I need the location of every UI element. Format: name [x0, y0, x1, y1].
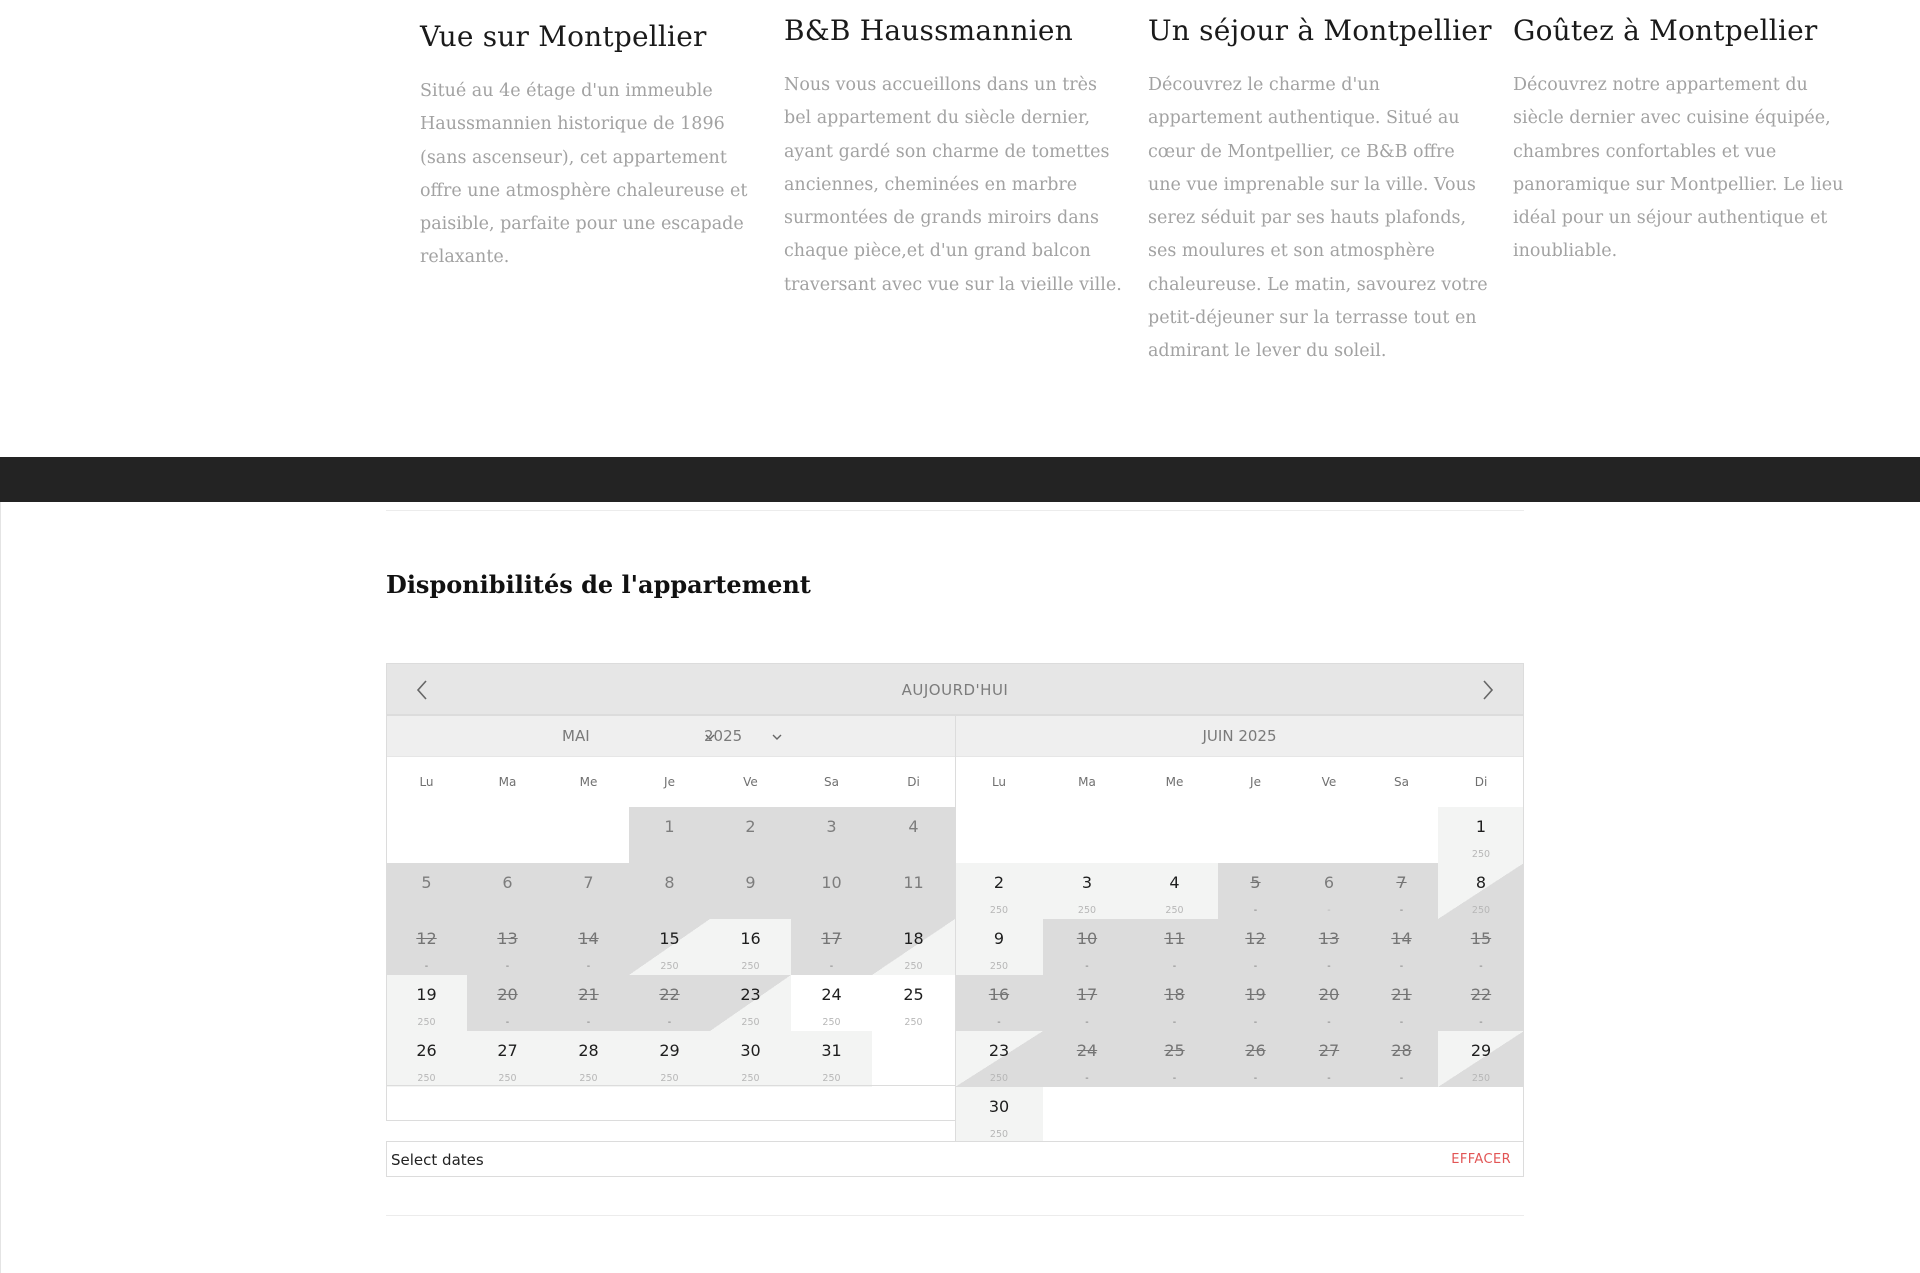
day-price: 250: [1471, 849, 1491, 860]
day-price: -: [1479, 1017, 1483, 1028]
clear-button[interactable]: EFFACER: [1451, 1152, 1511, 1167]
feature-text: Découvrez le charme d'un appartement authentique. Situé au cœur de Montpellier, ce B&B offre une vue imprenable sur la ville. Vous serez séduit par ses hauts plafonds, ses moulures et son atmosphère chaleureuse. Le matin, savourez votre petit-déjeuner sur la terrasse tout en admirant le lever du soleil.: [1148, 75, 1488, 362]
day-number: 24: [821, 985, 842, 1004]
weekday-label: Me: [1165, 775, 1184, 789]
day-price: -: [586, 1017, 591, 1028]
feature-card: [1513, 14, 1853, 269]
day-number: 13: [497, 929, 518, 948]
day-price: 250: [822, 1017, 841, 1028]
next-month-icon[interactable]: [1473, 676, 1501, 704]
day-number: 18: [903, 929, 924, 948]
today-button[interactable]: AUJOURD'HUI: [901, 681, 1009, 699]
day-price: -: [1172, 1017, 1177, 1028]
day-number: 26: [416, 1041, 437, 1060]
day-number: 13: [1318, 929, 1340, 948]
day-number: 29: [1470, 1041, 1492, 1060]
weekday-label: Sa: [824, 775, 839, 789]
day-price: -: [505, 961, 510, 972]
day-number: 19: [416, 985, 437, 1004]
day-price: 250: [1471, 905, 1491, 916]
day-number: 22: [659, 985, 680, 1004]
day-price: -: [505, 1017, 510, 1028]
month-select-value: MAI: [562, 727, 590, 745]
day-price: -: [424, 961, 429, 972]
day-price: 250: [1165, 905, 1184, 916]
dark-divider-band: [0, 457, 1920, 502]
day-number: 17: [1076, 985, 1098, 1004]
day-number: 11: [903, 873, 924, 892]
day-number: 30: [988, 1097, 1010, 1116]
day-number: 14: [1391, 929, 1412, 948]
feature-title: B&B Haussmannien: [784, 14, 1073, 47]
day-number: 21: [578, 985, 599, 1004]
day-number: 8: [664, 873, 675, 892]
day-number: 1: [664, 817, 675, 836]
weekday-label: Ve: [1321, 775, 1337, 789]
day-price: -: [1399, 961, 1404, 972]
day-price: 250: [904, 961, 923, 972]
day-price: 250: [989, 905, 1009, 916]
day-number: 24: [1076, 1041, 1098, 1060]
day-price: -: [1327, 1073, 1331, 1084]
day-number: 3: [1081, 873, 1093, 892]
day-number: 23: [740, 985, 761, 1004]
year-select-value: 2025: [704, 727, 743, 745]
day-number: 10: [1076, 929, 1098, 948]
day-number: 27: [497, 1041, 518, 1060]
feature-title: Goûtez à Montpellier: [1513, 14, 1818, 47]
day-price: -: [1399, 1017, 1404, 1028]
weekday-label: Lu: [419, 775, 434, 789]
weekday-label: Sa: [1394, 775, 1409, 789]
day-number: 14: [578, 929, 599, 948]
row-divider: [386, 1085, 956, 1086]
day-number: 29: [659, 1041, 680, 1060]
day-number: 26: [1245, 1041, 1266, 1060]
day-number: 23: [988, 1041, 1010, 1060]
day-price: 250: [660, 961, 679, 972]
day-number: 9: [745, 873, 756, 892]
day-price: 250: [989, 1129, 1009, 1140]
day-number: 15: [659, 929, 680, 948]
day-price: 250: [822, 1073, 841, 1084]
month-border: [386, 715, 956, 1121]
feature-title: Vue sur Montpellier: [420, 20, 707, 53]
day-number: 20: [1318, 985, 1340, 1004]
availability-calendar: [386, 663, 1524, 1178]
feature-text: Découvrez notre appartement du siècle dernier avec cuisine équipée, chambres confortables et vue panoramique sur Montpellier. Le lieu idéal pour un séjour authentique et inoubliable.: [1513, 75, 1844, 262]
day-price: 250: [741, 961, 760, 972]
day-number: 3: [826, 817, 837, 836]
day-price: 250: [989, 961, 1009, 972]
day-price: -: [1479, 961, 1483, 972]
prev-month-icon[interactable]: [409, 676, 437, 704]
day-number: 22: [1470, 985, 1492, 1004]
feature-card: [420, 20, 760, 275]
day-number: 28: [1391, 1041, 1412, 1060]
feature-card: [1148, 14, 1492, 369]
day-number: 18: [1164, 985, 1185, 1004]
day-price: -: [1327, 961, 1331, 972]
day-price: -: [1399, 905, 1404, 916]
day-number: 10: [821, 873, 842, 892]
day-number: 8: [1475, 873, 1487, 892]
day-price: -: [1253, 1017, 1258, 1028]
day-number: 2: [745, 817, 756, 836]
day-number: 31: [821, 1041, 842, 1060]
day-number: 7: [1396, 873, 1407, 892]
day-number: 28: [578, 1041, 599, 1060]
day-price: 250: [741, 1073, 760, 1084]
day-number: 19: [1245, 985, 1266, 1004]
day-number: 4: [908, 817, 919, 836]
day-price: -: [1085, 1073, 1089, 1084]
day-number: 12: [1245, 929, 1266, 948]
day-number: 27: [1318, 1041, 1340, 1060]
day-number: 20: [497, 985, 518, 1004]
day-price: 250: [417, 1073, 436, 1084]
day-price: 250: [741, 1017, 760, 1028]
weekday-label: Ma: [1078, 775, 1096, 789]
day-price: 250: [989, 1073, 1009, 1084]
feature-text: Nous vous accueillons dans un très bel appartement du siècle dernier, ayant gardé son charme de tomettes anciennes, cheminées en marbre surmontées de grands miroirs dans chaque pièce,et d'un grand balcon traversant avec vue sur la vieille ville.: [784, 75, 1122, 295]
day-number: 7: [583, 873, 594, 892]
day-price: -: [829, 961, 834, 972]
day-number: 12: [416, 929, 437, 948]
month-label: JUIN 2025: [1202, 727, 1277, 745]
weekday-label: Je: [1250, 775, 1261, 789]
weekday-label: Je: [664, 775, 675, 789]
day-price: -: [1253, 905, 1258, 916]
day-price: -: [586, 961, 591, 972]
top-divider: [386, 510, 1524, 511]
day-price: -: [667, 1017, 672, 1028]
weekday-label: Di: [907, 775, 920, 789]
bottom-divider: [386, 1215, 1524, 1216]
day-number: 16: [740, 929, 761, 948]
selection-footer: [386, 1141, 1524, 1177]
day-number: 6: [502, 873, 513, 892]
day-number: 1: [1475, 817, 1487, 836]
day-number: 25: [1164, 1041, 1185, 1060]
feature-card: [784, 14, 1124, 302]
day-number: 11: [1164, 929, 1185, 948]
month-border: [955, 715, 1524, 1176]
availability-title: Disponibilités de l'appartement: [386, 570, 811, 599]
weekday-label: Me: [579, 775, 598, 789]
day-number: 17: [821, 929, 842, 948]
day-number: 5: [421, 873, 432, 892]
day-price: -: [1253, 1073, 1258, 1084]
day-number: 16: [988, 985, 1010, 1004]
feature-text: Situé au 4e étage d'un immeuble Haussmannien historique de 1896 (sans ascenseur), cet appartement offre une atmosphère chaleureuse et paisible, parfaite pour une escapade relaxante.: [420, 81, 748, 268]
weekday-label: Lu: [991, 775, 1007, 789]
weekday-label: Ve: [743, 775, 758, 789]
day-price: -: [1172, 961, 1177, 972]
day-price: 250: [660, 1073, 679, 1084]
day-number: 25: [903, 985, 924, 1004]
day-number: 9: [993, 929, 1005, 948]
today-wrap: [387, 664, 1523, 716]
calendar-nav-bar: [386, 663, 1524, 715]
day-price: 250: [579, 1073, 598, 1084]
day-price: -: [1085, 1017, 1089, 1028]
weekday-label: Ma: [498, 775, 517, 789]
select-dates-label: Select dates: [391, 1151, 484, 1169]
day-price: -: [1253, 961, 1258, 972]
day-price: -: [997, 1017, 1001, 1028]
day-price: -: [1085, 961, 1089, 972]
day-price: 250: [904, 1017, 923, 1028]
features-section: [0, 0, 1920, 457]
day-number: 21: [1391, 985, 1412, 1004]
day-price: -: [1327, 1017, 1331, 1028]
left-edge-line: [0, 502, 1, 1273]
day-number: 4: [1169, 873, 1180, 892]
day-number: 30: [740, 1041, 761, 1060]
day-price: -: [1399, 1073, 1404, 1084]
day-price: 250: [417, 1017, 436, 1028]
day-price: -: [1172, 1073, 1177, 1084]
day-price: 250: [1471, 1073, 1491, 1084]
day-number: 5: [1250, 873, 1261, 892]
day-number: 2: [993, 873, 1005, 892]
day-number: 15: [1470, 929, 1492, 948]
day-price: 250: [498, 1073, 517, 1084]
day-price: 250: [1077, 905, 1097, 916]
weekday-label: Di: [1474, 775, 1488, 789]
day-price: -: [1327, 905, 1331, 916]
feature-title: Un séjour à Montpellier: [1148, 14, 1492, 47]
day-number: 6: [1323, 873, 1335, 892]
